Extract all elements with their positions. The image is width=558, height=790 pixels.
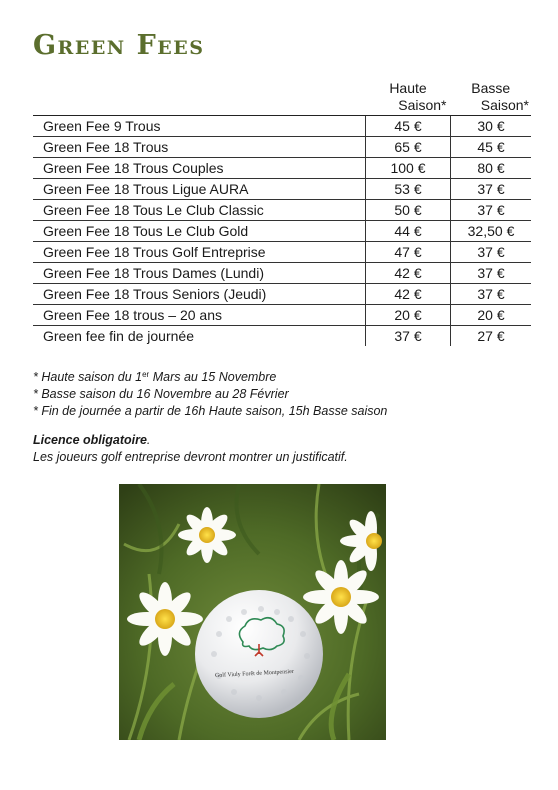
table-row bbox=[33, 221, 531, 242]
fee-basse-saison: 45 € bbox=[451, 137, 532, 158]
fee-name: Green Fee 18 trous – 20 ans bbox=[33, 305, 366, 326]
fee-basse-saison: 37 € bbox=[451, 284, 532, 305]
fee-name: Green Fee 18 Trous Golf Entreprise bbox=[33, 242, 366, 263]
fee-haute-saison: 53 € bbox=[366, 179, 451, 200]
fee-basse-saison: 30 € bbox=[451, 116, 532, 137]
fee-haute-saison: 45 € bbox=[366, 116, 451, 137]
note-fin-journee: * Fin de journée a partir de 16h Haute saison, 15h Basse saison bbox=[33, 404, 388, 418]
fee-haute-saison: 42 € bbox=[366, 284, 451, 305]
note-haute-saison bbox=[33, 366, 387, 386]
table-row bbox=[33, 116, 531, 137]
table-row bbox=[33, 305, 531, 326]
fee-haute-saison: 44 € bbox=[366, 221, 451, 242]
table-row bbox=[33, 284, 531, 305]
golf-ball-photo bbox=[119, 484, 386, 740]
golf-ball-text: Golf Viuly Forêt de Montpensier bbox=[214, 668, 294, 680]
table-header-row bbox=[33, 80, 531, 116]
fee-name: Green Fee 18 Trous bbox=[33, 137, 366, 158]
licence-bold: Licence obligatoire bbox=[33, 433, 147, 447]
fee-name: Green Fee 18 Trous Seniors (Jeudi) bbox=[33, 284, 366, 305]
table-row bbox=[33, 263, 531, 284]
golf-ball-photo-svg bbox=[119, 484, 386, 740]
table-row bbox=[33, 200, 531, 221]
header-haute-saison bbox=[366, 80, 451, 116]
note-haute-suffix: Mars au 15 Novembre bbox=[149, 370, 277, 384]
fee-haute-saison: 47 € bbox=[366, 242, 451, 263]
page-title: Green Fees bbox=[33, 30, 205, 61]
fee-name: Green Fee 18 Tous Le Club Gold bbox=[33, 221, 366, 242]
fee-basse-saison: 27 € bbox=[451, 326, 532, 347]
golf-ball bbox=[195, 590, 323, 718]
header-blank bbox=[33, 80, 366, 116]
season-notes bbox=[33, 366, 387, 420]
header-basse-saison bbox=[451, 80, 532, 116]
fee-basse-saison: 37 € bbox=[451, 263, 532, 284]
fee-name: Green Fee 18 Trous Ligue AURA bbox=[33, 179, 366, 200]
note-basse-saison: * Basse saison du 16 Novembre au 28 Février bbox=[33, 387, 289, 401]
fee-name: Green fee fin de journée bbox=[33, 326, 366, 347]
fee-haute-saison: 20 € bbox=[366, 305, 451, 326]
fee-name: Green Fee 18 Trous Couples bbox=[33, 158, 366, 179]
note-haute-sup: er bbox=[142, 370, 150, 379]
licence-notice bbox=[33, 432, 348, 466]
fee-name: Green Fee 9 Trous bbox=[33, 116, 366, 137]
fee-basse-saison: 37 € bbox=[451, 200, 532, 221]
fee-basse-saison: 37 € bbox=[451, 242, 532, 263]
table-row bbox=[33, 326, 531, 347]
header-haute-line1: Haute bbox=[389, 80, 427, 96]
table-row bbox=[33, 158, 531, 179]
fee-basse-saison: 80 € bbox=[451, 158, 532, 179]
table-row bbox=[33, 242, 531, 263]
fee-haute-saison: 42 € bbox=[366, 263, 451, 284]
table-row bbox=[33, 137, 531, 158]
fee-basse-saison: 37 € bbox=[451, 179, 532, 200]
fee-haute-saison: 100 € bbox=[366, 158, 451, 179]
fee-basse-saison: 20 € bbox=[451, 305, 532, 326]
header-haute-line2: Saison* bbox=[398, 97, 447, 113]
fee-name: Green Fee 18 Trous Dames (Lundi) bbox=[33, 263, 366, 284]
header-basse-line2: Saison* bbox=[480, 97, 529, 113]
header-basse-line1: Basse bbox=[471, 80, 511, 96]
fee-haute-saison: 37 € bbox=[366, 326, 451, 347]
fee-name: Green Fee 18 Tous Le Club Classic bbox=[33, 200, 366, 221]
note-haute-prefix: * Haute saison du 1 bbox=[33, 370, 143, 384]
table-row bbox=[33, 179, 531, 200]
fee-haute-saison: 50 € bbox=[366, 200, 451, 221]
fee-haute-saison: 65 € bbox=[366, 137, 451, 158]
licence-text: Les joueurs golf entreprise devront montrer un justificatif. bbox=[33, 450, 348, 464]
licence-period: . bbox=[146, 433, 151, 447]
green-fees-table bbox=[33, 80, 531, 346]
fee-basse-saison: 32,50 € bbox=[451, 221, 532, 242]
